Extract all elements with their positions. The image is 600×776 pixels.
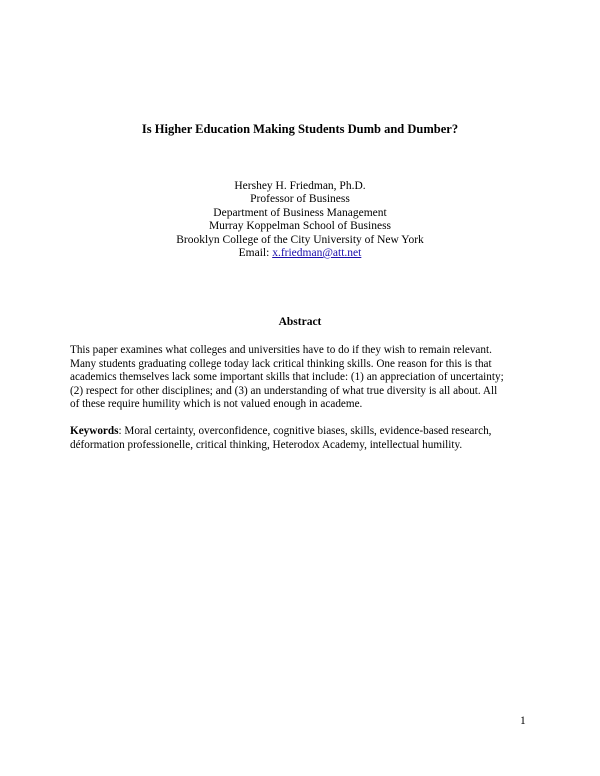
keywords-line bbox=[70, 425, 540, 439]
abstract-line: academics themselves lack some important skills that include: (1) an appreciation of uncertainty; bbox=[70, 371, 504, 384]
author-name: Hershey H. Friedman, Ph.D. bbox=[234, 180, 366, 192]
author-position: Professor of Business bbox=[250, 193, 350, 206]
keywords-line: déformation professionelle, critical thinking, Heterodox Academy, intellectual humility. bbox=[70, 438, 463, 451]
author-block bbox=[0, 180, 600, 260]
abstract-heading: Abstract bbox=[278, 316, 322, 328]
author-department: Department of Business Management bbox=[213, 206, 387, 219]
author-email-line bbox=[0, 247, 600, 260]
paper-title: Is Higher Education Making Students Dumb and Dumber? bbox=[141, 122, 459, 136]
abstract-body bbox=[70, 344, 540, 412]
author-school: Murray Koppelman School of Business bbox=[208, 220, 392, 233]
abstract-line: This paper examines what colleges and universities have to do if they wish to remain relevant. bbox=[70, 344, 492, 356]
abstract-line: of these require humility which is not valued enough in academe. bbox=[70, 398, 363, 411]
page-number: 1 bbox=[520, 715, 526, 727]
email-link[interactable]: x.friedman@att.net bbox=[272, 247, 362, 260]
email-label: Email: bbox=[238, 247, 273, 260]
abstract-line: Many students graduating college today lack critical thinking skills. One reason for this is that bbox=[70, 357, 492, 370]
keywords-label: Keywords bbox=[70, 425, 119, 437]
author-college: Brooklyn College of the City University of New York bbox=[176, 233, 424, 246]
keywords-text: : Moral certainty, overconfidence, cognitive biases, skills, evidence-based research, bbox=[118, 425, 492, 437]
abstract-line: (2) respect for other disciplines; and (3) an understanding of what true diversity is all about. All bbox=[70, 384, 498, 397]
keywords-block bbox=[70, 425, 540, 452]
